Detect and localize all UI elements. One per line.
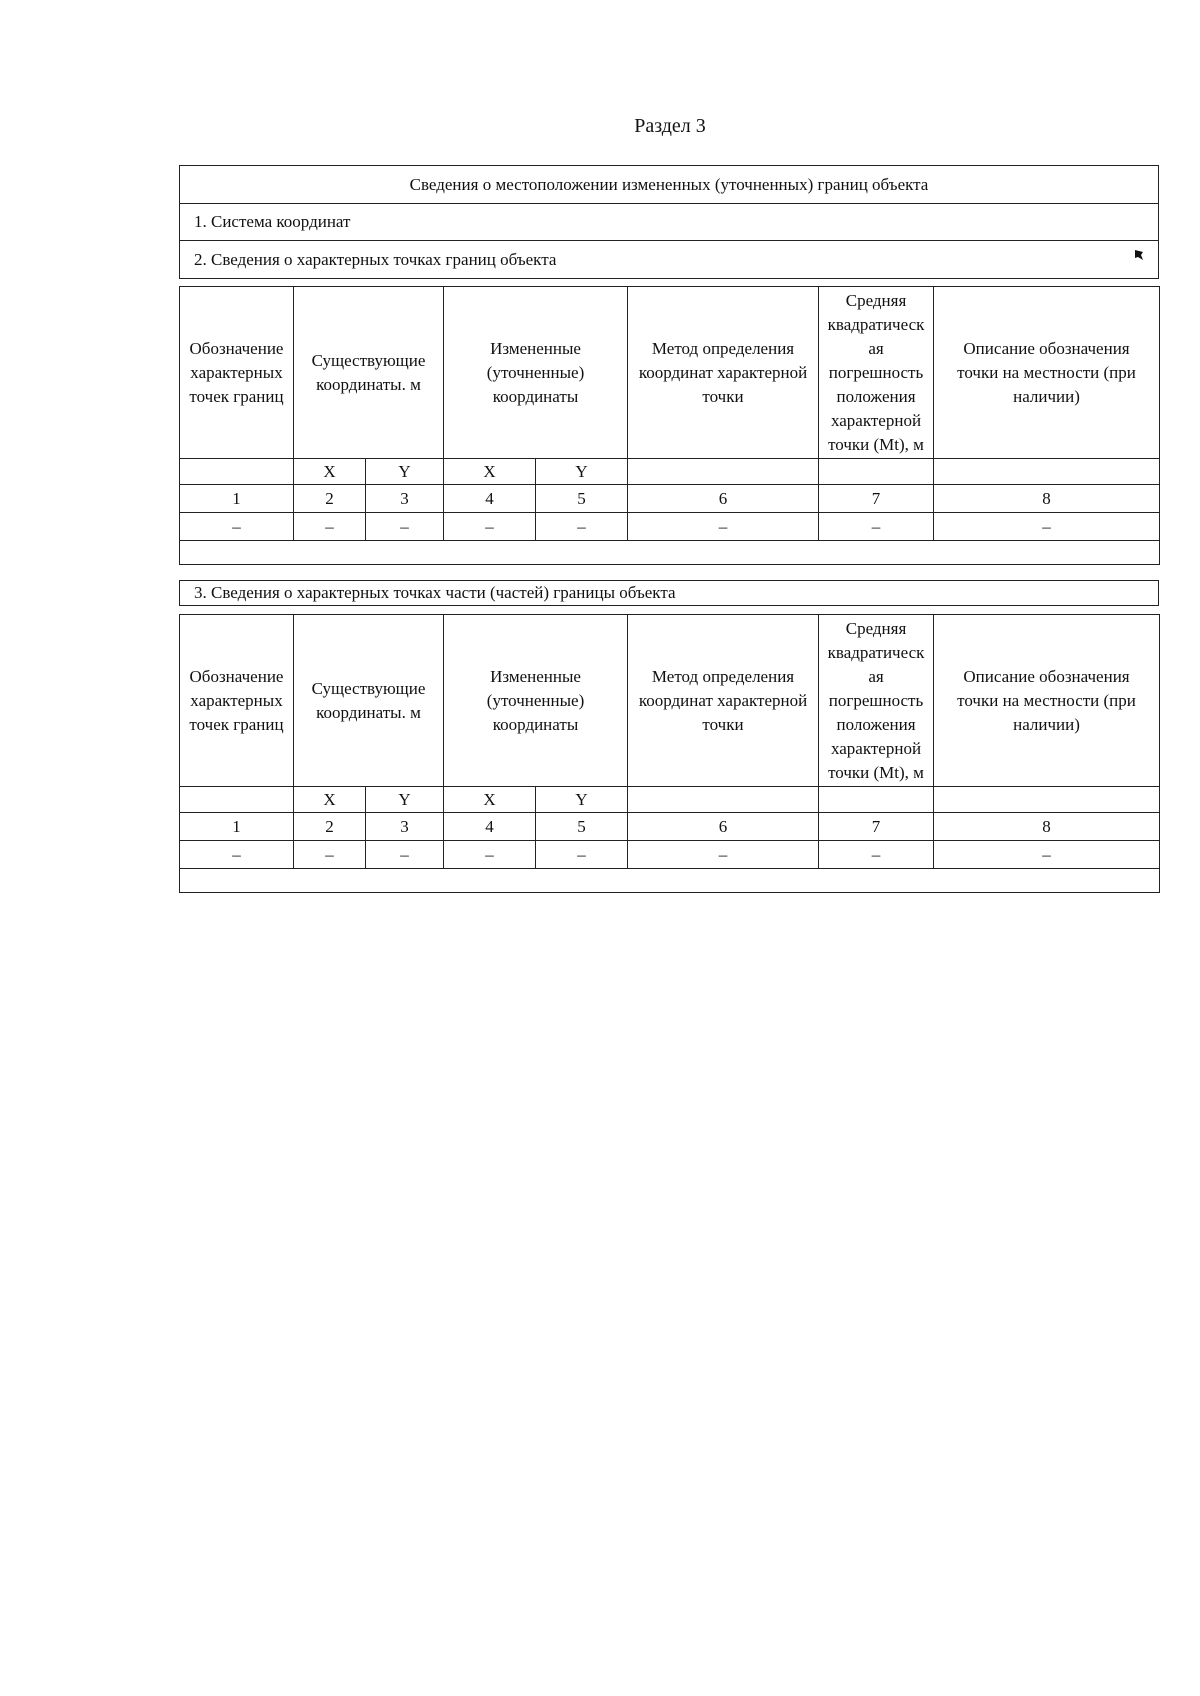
column-number: 7	[819, 485, 934, 513]
corner-mark-icon	[1134, 249, 1144, 261]
table-cell: –	[180, 513, 294, 541]
coordinate-system-label: 1. Система координат	[194, 212, 351, 231]
table-cell: –	[536, 841, 628, 869]
column-number: 2	[294, 485, 366, 513]
column-number: 7	[819, 813, 934, 841]
column-number: 1	[180, 813, 294, 841]
header-changed-coordinates: Измененные (уточненные) координаты	[444, 287, 628, 459]
column-number: 3	[366, 485, 444, 513]
column-number: 6	[628, 813, 819, 841]
subheader-y: Y	[366, 459, 444, 485]
banner-title-row	[180, 166, 1158, 204]
coordinate-system-row	[180, 204, 1158, 241]
subheader-y: Y	[366, 787, 444, 813]
subheader-empty	[934, 787, 1160, 813]
header-existing-coordinates: Существующие координаты. м	[294, 287, 444, 459]
table-cell: –	[180, 841, 294, 869]
table-subheader-row	[180, 459, 1160, 485]
header-point-designation: Обозначение характерных точек границ	[180, 287, 294, 459]
table-column-numbers-row	[180, 485, 1160, 513]
subheader-y: Y	[536, 787, 628, 813]
table-cell: –	[536, 513, 628, 541]
column-number: 1	[180, 485, 294, 513]
header-point-designation: Обозначение характерных точек границ	[180, 615, 294, 787]
banner-title: Сведения о местоположении измененных (уточненных) границ объекта	[409, 174, 929, 194]
table-cell: –	[366, 841, 444, 869]
subheader-x: X	[444, 787, 536, 813]
subheader-empty	[628, 787, 819, 813]
subheader-x: X	[444, 459, 536, 485]
table-cell: –	[294, 513, 366, 541]
table-empty-cell	[180, 869, 1160, 893]
header-existing-coordinates: Существующие координаты. м	[294, 615, 444, 787]
header-method: Метод определения координат характерной точки	[628, 287, 819, 459]
table-row	[180, 841, 1160, 869]
table-empty-cell	[180, 541, 1160, 565]
boundary-points-table	[179, 286, 1160, 565]
table-header-row	[180, 615, 1160, 787]
table-column-numbers-row	[180, 813, 1160, 841]
header-method: Метод определения координат характерной точки	[628, 615, 819, 787]
table-cell: –	[628, 513, 819, 541]
section-title: Раздел 3	[634, 115, 706, 137]
subheader-x: X	[294, 459, 366, 485]
subheader-empty	[819, 787, 934, 813]
boundary-points-label: 2. Сведения о характерных точках границ объекта	[194, 249, 557, 269]
table-cell: –	[934, 513, 1160, 541]
column-number: 5	[536, 485, 628, 513]
subheader-empty	[819, 459, 934, 485]
part-boundary-points-table	[179, 614, 1160, 893]
table-cell: –	[444, 513, 536, 541]
table-cell: –	[294, 841, 366, 869]
column-number: 5	[536, 813, 628, 841]
table-cell: –	[819, 841, 934, 869]
subheader-empty	[934, 459, 1160, 485]
header-description: Описание обозначения точки на местности (при наличии)	[934, 287, 1160, 459]
header-mean-square-error: Средняя квадратическ ая погрешность положения характерной точки (Mt), м	[819, 615, 934, 787]
table-subheader-row	[180, 787, 1160, 813]
column-number: 4	[444, 813, 536, 841]
table-header-row	[180, 287, 1160, 459]
table-cell: –	[819, 513, 934, 541]
column-number: 3	[366, 813, 444, 841]
info-banner	[179, 165, 1159, 279]
subheader-x: X	[294, 787, 366, 813]
column-number: 4	[444, 485, 536, 513]
header-description: Описание обозначения точки на местности (при наличии)	[934, 615, 1160, 787]
header-mean-square-error: Средняя квадратическ ая погрешность положения характерной точки (Mt), м	[819, 287, 934, 459]
column-number: 6	[628, 485, 819, 513]
table-cell: –	[366, 513, 444, 541]
table-row	[180, 513, 1160, 541]
subheader-empty	[628, 459, 819, 485]
subheader-y: Y	[536, 459, 628, 485]
column-number: 2	[294, 813, 366, 841]
table-empty-row	[180, 541, 1160, 565]
subheader-empty	[180, 787, 294, 813]
table-cell: –	[934, 841, 1160, 869]
table-empty-row	[180, 869, 1160, 893]
header-changed-coordinates: Измененные (уточненные) координаты	[444, 615, 628, 787]
column-number: 8	[934, 485, 1160, 513]
table-cell: –	[628, 841, 819, 869]
table-cell: –	[444, 841, 536, 869]
boundary-points-row	[180, 241, 1158, 278]
subheader-empty	[180, 459, 294, 485]
column-number: 8	[934, 813, 1160, 841]
section3-label: 3. Сведения о характерных точках части (частей) границы объекта	[179, 580, 1159, 606]
